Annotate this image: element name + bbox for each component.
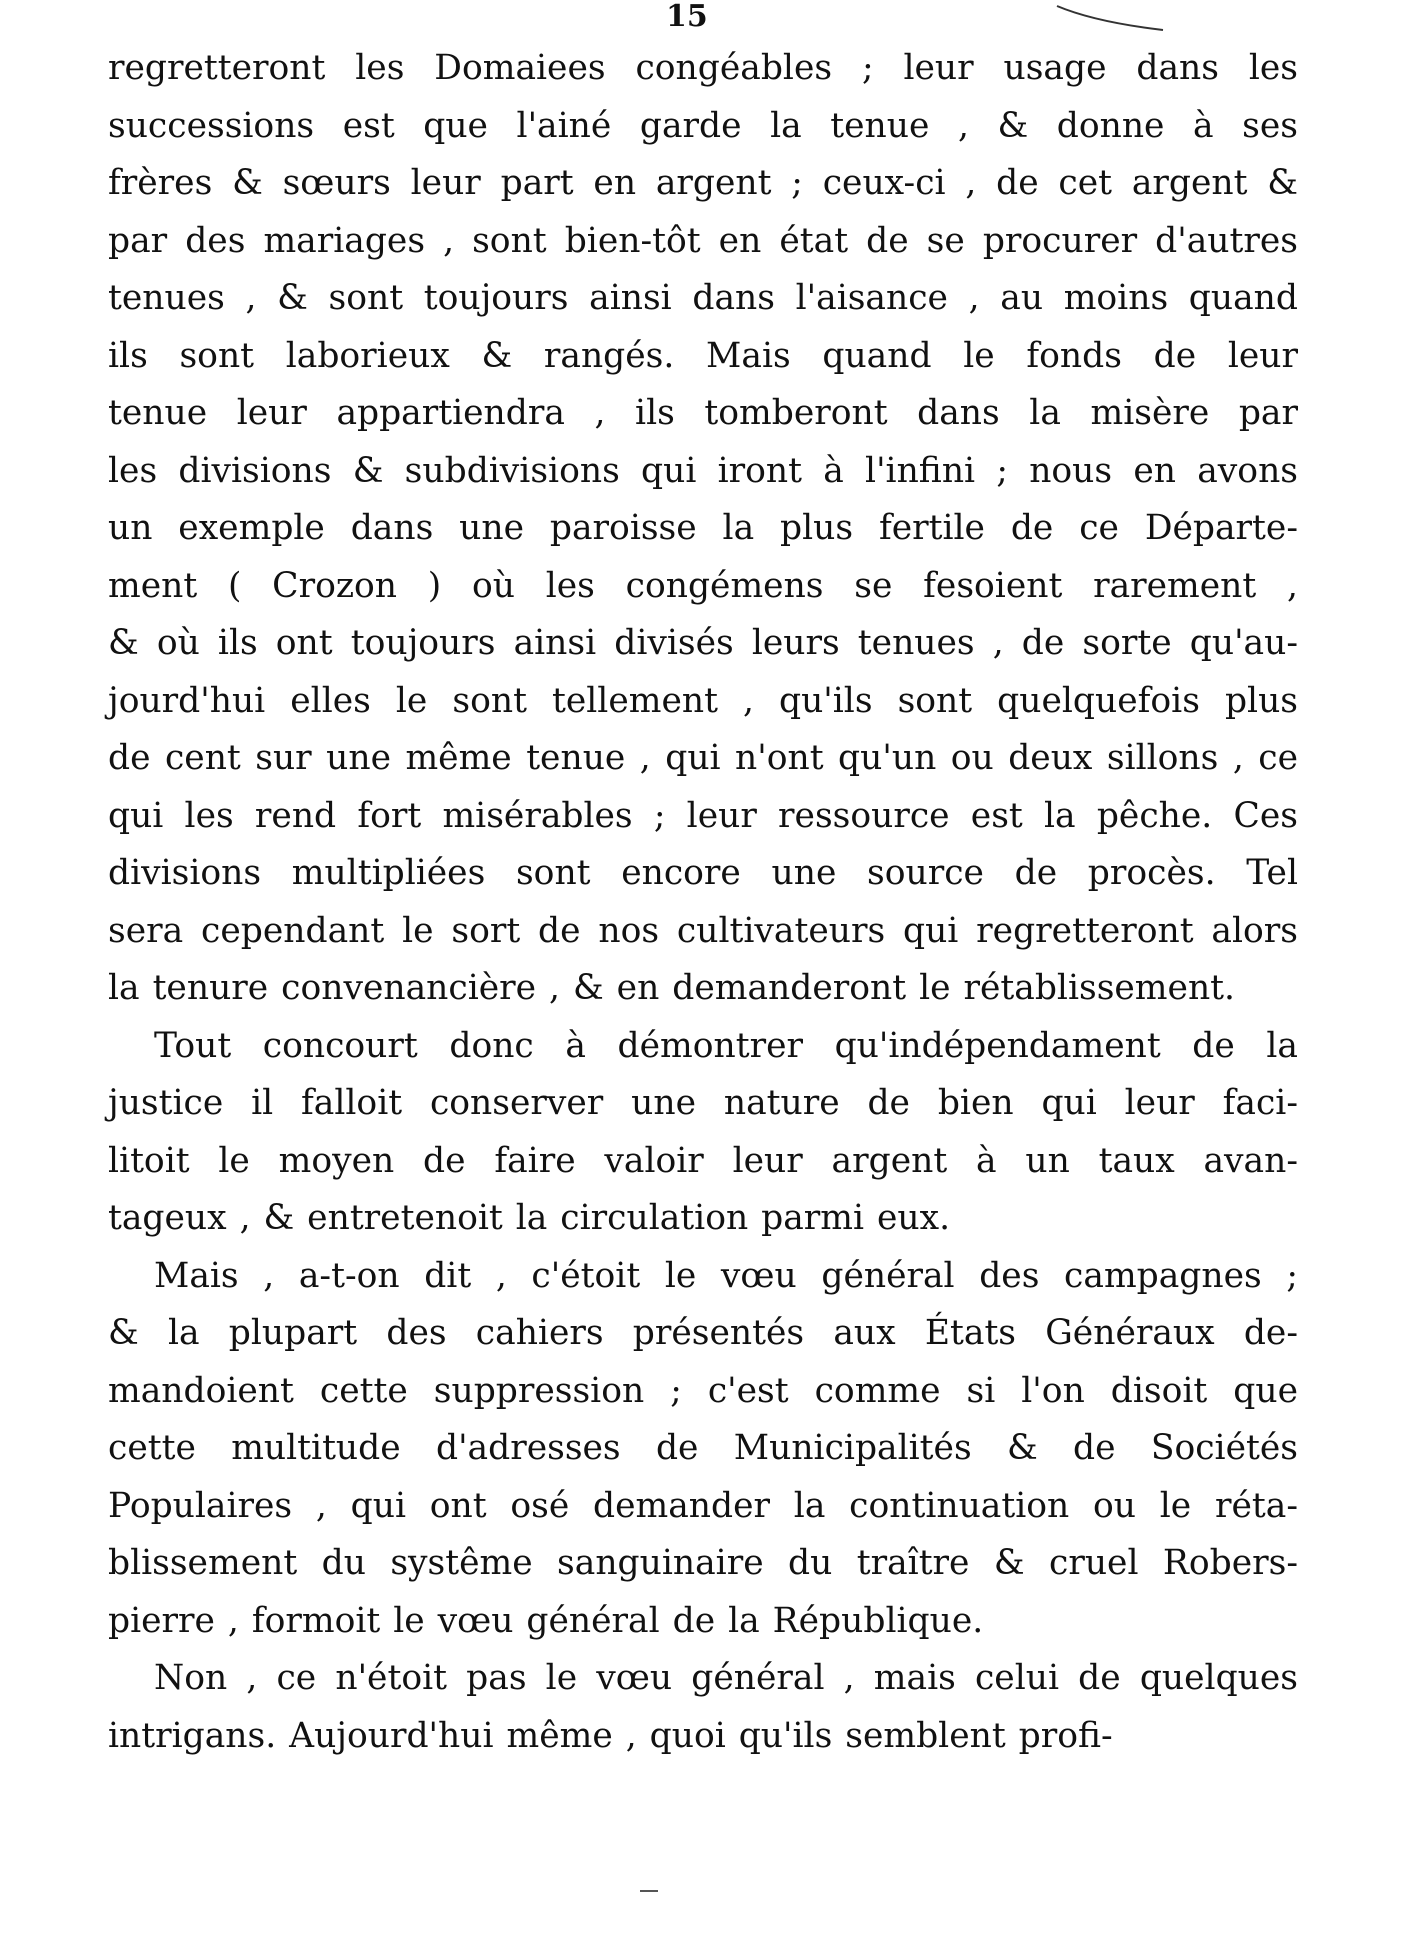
text-line: regretteront les Domaiees congéables ; leur usage dans les bbox=[108, 48, 1298, 88]
text-line: Populaires , qui ont osé demander la continuation ou le réta- bbox=[108, 1485, 1298, 1526]
page-number: 15 bbox=[666, 0, 708, 34]
body-text bbox=[108, 40, 1298, 1765]
text-line: ils sont laborieux & rangés. Mais quand le fonds de leur bbox=[108, 335, 1298, 376]
text-line: pierre , formoit le vœu général de la République. bbox=[108, 1600, 984, 1641]
text-line: la tenure convenancière , & en demanderont le rétablissement. bbox=[108, 968, 1235, 1008]
text-line: Mais , a-t-on dit , c'étoit le vœu général des campagnes ; bbox=[154, 1255, 1298, 1296]
text-line: frères & sœurs leur part en argent ; ceux-ci , de cet argent & bbox=[108, 163, 1298, 203]
text-line: intrigans. Aujourd'hui même , quoi qu'ils semblent profi- bbox=[108, 1715, 1113, 1756]
text-line: jourd'hui elles le sont tellement , qu'ils sont quelquefois plus bbox=[108, 680, 1298, 721]
text-line: ment ( Crozon ) où les congémens se fesoient rarement , bbox=[108, 565, 1298, 606]
text-line: & où ils ont toujours ainsi divisés leurs tenues , de sorte qu'au- bbox=[108, 623, 1298, 663]
paragraph bbox=[108, 1018, 1298, 1248]
text-line: Non , ce n'étoit pas le vœu général , mais celui de quelques bbox=[154, 1658, 1298, 1698]
text-line: qui les rend fort misérables ; leur ressource est la pêche. Ces bbox=[108, 795, 1298, 836]
text-line: mandoient cette suppression ; c'est comme si l'on disoit que bbox=[108, 1370, 1298, 1411]
text-line: tenue leur appartiendra , ils tomberont dans la misère par bbox=[108, 393, 1298, 433]
text-line: sera cependant le sort de nos cultivateurs qui regretteront alors bbox=[108, 910, 1298, 951]
text-line: par des mariages , sont bien-tôt en état de se procurer d'autres bbox=[108, 220, 1298, 261]
text-line: justice il falloit conserver une nature de bien qui leur faci- bbox=[108, 1083, 1298, 1123]
paragraph bbox=[108, 40, 1298, 1018]
text-line: de cent sur une même tenue , qui n'ont qu'un ou deux sillons , ce bbox=[108, 738, 1298, 778]
paragraph bbox=[108, 1248, 1298, 1651]
page-corner-mark bbox=[1055, 4, 1165, 34]
text-line: cette multitude d'adresses de Municipalités & de Sociétés bbox=[108, 1428, 1298, 1468]
text-line: tageux , & entretenoit la circulation parmi eux. bbox=[108, 1198, 951, 1238]
paragraph bbox=[108, 1650, 1298, 1765]
stray-mark bbox=[640, 1890, 658, 1892]
text-line: & la plupart des cahiers présentés aux États Généraux de- bbox=[108, 1313, 1298, 1353]
text-line: blissement du systême sanguinaire du traître & cruel Robers- bbox=[108, 1543, 1298, 1583]
text-line: litoit le moyen de faire valoir leur argent à un taux avan- bbox=[108, 1140, 1298, 1181]
text-line: un exemple dans une paroisse la plus fertile de ce Départe- bbox=[108, 508, 1298, 548]
text-line: les divisions & subdivisions qui iront à l'infini ; nous en avons bbox=[108, 450, 1298, 491]
text-line: divisions multipliées sont encore une source de procès. Tel bbox=[108, 853, 1298, 893]
text-line: successions est que l'ainé garde la tenue , & donne à ses bbox=[108, 105, 1298, 146]
text-line: tenues , & sont toujours ainsi dans l'aisance , au moins quand bbox=[108, 278, 1298, 318]
text-line: Tout concourt donc à démontrer qu'indépendament de la bbox=[154, 1025, 1298, 1066]
